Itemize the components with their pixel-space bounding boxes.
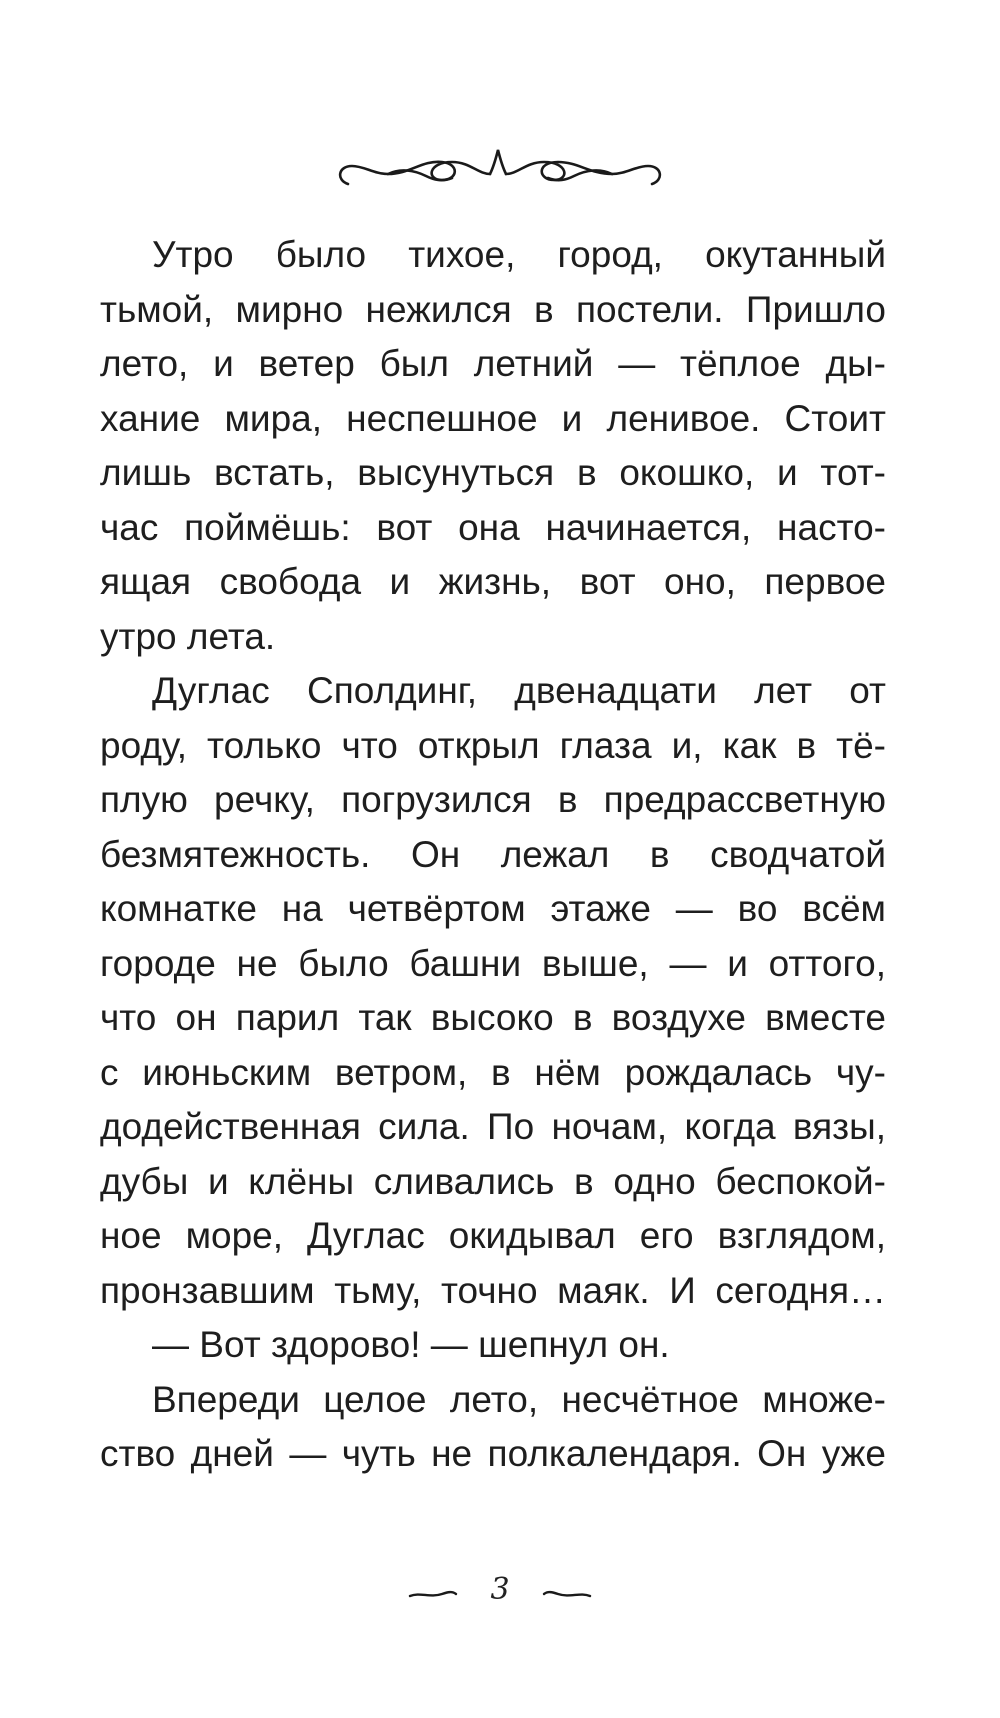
text-line: Впереди целое лето, несчётное множе- xyxy=(152,1378,886,1420)
text-line: роду, только что открыл глаза и, как в тё- xyxy=(100,724,886,766)
text-line: безмятежность. Он лежал в сводчатой xyxy=(100,833,886,875)
text-line: городе не было башни выше, — и оттого, xyxy=(100,942,886,984)
footer-flourish-right-icon xyxy=(540,1588,592,1602)
text-line: пронзавшим тьму, точно маяк. И сегодня… xyxy=(100,1269,886,1311)
text-line: — Вот здорово! — шепнул он. xyxy=(152,1324,670,1365)
text-line: тьмой, мирно нежился в постели. Пришло xyxy=(100,288,886,330)
flourish-divider-icon xyxy=(330,140,670,196)
text-line: додейственная сила. По ночам, когда вязы, xyxy=(100,1106,886,1147)
page-number: 3 xyxy=(490,1572,510,1607)
text-line: с июньским ветром, в нём рождалась чу- xyxy=(100,1051,886,1093)
page-footer xyxy=(400,1572,600,1612)
text-line: ящая свобода и жизнь, вот оно, первое xyxy=(100,561,886,602)
text-line: час поймёшь: вот она начинается, насто- xyxy=(100,506,886,548)
text-line: Утро было тихое, город, окутанный xyxy=(152,234,886,275)
text-line: плую речку, погрузился в предрассветную xyxy=(100,779,886,820)
body-text xyxy=(100,228,886,1482)
text-line: лишь встать, высунуться в окошко, и тот- xyxy=(100,452,886,493)
text-line: дубы и клёны сливались в одно беспокой- xyxy=(100,1160,886,1202)
text-line: хание мира, неспешное и ленивое. Стоит xyxy=(100,397,886,439)
text-line: Дуглас Сполдинг, двенадцати лет от xyxy=(152,670,886,711)
text-line: комнатке на четвёртом этаже — во всём xyxy=(100,888,886,929)
text-line: что он парил так высоко в воздухе вместе xyxy=(100,997,886,1038)
text-line: лето, и ветер был летний — тёплое ды- xyxy=(100,343,886,384)
text-line: ное море, Дуглас окидывал его взглядом, xyxy=(100,1215,886,1256)
text-line: ство дней — чуть не полкалендаря. Он уже xyxy=(100,1433,886,1474)
text-line: утро лета. xyxy=(100,615,276,657)
